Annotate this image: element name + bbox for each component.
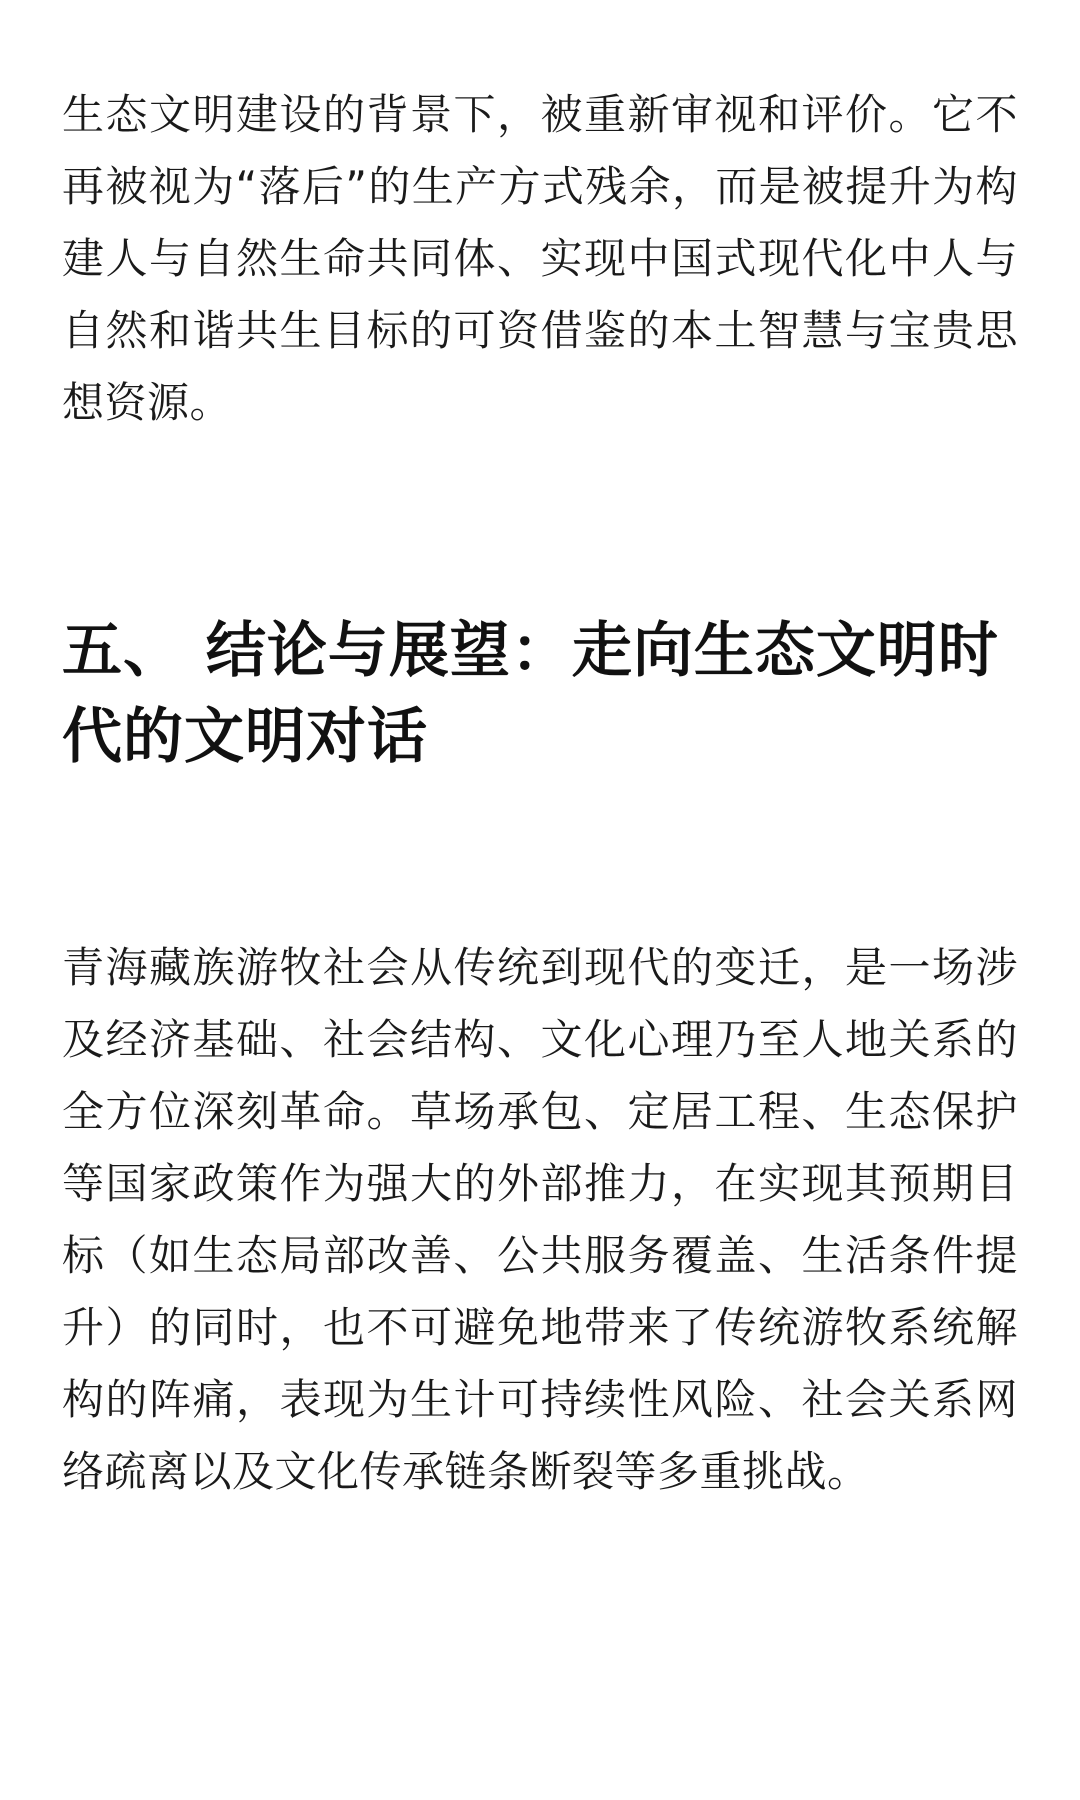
intro-paragraph: 生态文明建设的背景下，被重新审视和评价。它不再被视为“落后”的生产方式残余，而是被提升为构建人与自然生命共同体、实现中国式现代化中人与自然和谐共生目标的可资借鉴的本土智慧与宝贵思想资源。: [62, 90, 1018, 427]
section-heading: 五、 结论与展望：走向生态文明时代的文明对话: [62, 616, 999, 772]
conclusion-paragraph: 青海藏族游牧社会从传统到现代的变迁，是一场涉及经济基础、社会结构、文化心理乃至人地关系的全方位深刻革命。草场承包、定居工程、生态保护等国家政策作为强大的外部推力，在实现其预期目标（如生态局部改善、公共服务覆盖、生活条件提升）的同时，也不可避免地带来了传统游牧系统解构的阵痛，表现为生计可持续性风险、社会关系网络疏离以及文化传承链条断裂等多重挑战。: [62, 943, 1018, 1496]
